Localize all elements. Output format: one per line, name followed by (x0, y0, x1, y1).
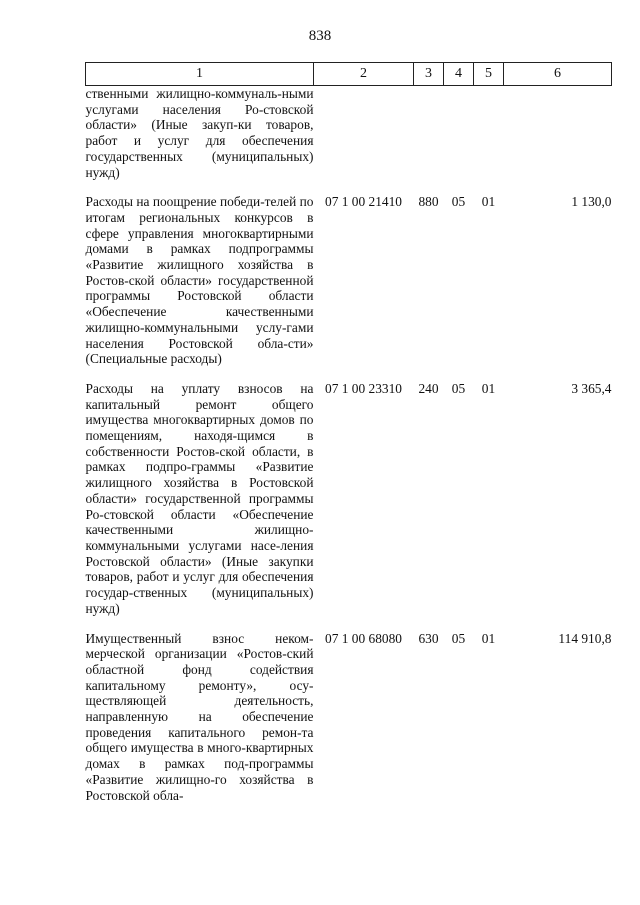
row-col4 (444, 86, 474, 195)
row-code: 07 1 00 21410 (325, 194, 402, 210)
row-amount: 1 130,0 (571, 194, 612, 210)
budget-table (85, 62, 612, 803)
row-code: 07 1 00 23310 (325, 380, 402, 396)
row-col4: 05 (451, 380, 466, 396)
row-amount: 114 910,8 (558, 630, 612, 646)
row-col5: 01 (481, 380, 496, 396)
row-description: ственными жилищно-коммуналь-ными услугами населения Ро-стовской области» (Иные закуп-ки товаров, работ и услуг для обеспечения государственных (муниципальных) нужд) (85, 86, 314, 180)
table-row (86, 381, 612, 631)
column-header-3: 3 (414, 63, 444, 86)
row-col4: 05 (451, 630, 466, 646)
row-col3 (414, 86, 444, 195)
table-header-row (86, 63, 612, 86)
row-amount: 3 365,4 (571, 380, 612, 396)
column-header-2: 2 (314, 63, 414, 86)
column-header-4: 4 (444, 63, 474, 86)
row-code: 07 1 00 68080 (325, 630, 402, 646)
row-description: Расходы на уплату взносов на капитальный ремонт общего имущества многоквартирных домов по помещениям, находя-щимся в собственности Ростов-ской области, в рамках подпро-граммы «Развитие жилищного хозяйства в Ростовской области» государственной программы Ро-стовской области «Обеспечение качественными жилищно-коммунальными услугами насе-ления Ростовской области» (Иные закупки товаров, работ и услуг для обеспечения государ-ственных (муниципальных) нужд) (85, 380, 314, 616)
page-number: 838 (308, 28, 332, 44)
row-col3: 880 (418, 194, 439, 210)
row-col4: 05 (451, 194, 466, 210)
column-header-5: 5 (474, 63, 504, 86)
column-header-1: 1 (86, 63, 314, 86)
row-col5 (474, 86, 504, 195)
row-code (314, 86, 414, 195)
row-description: Имущественный взнос неком-мерческой организации «Ростов-ский областной фонд содействия капитальному ремонту», осу-ществляющей деятельность, направленную на обеспечение проведения капитального ремон-та общего имущества в много-квартирных домах в рамках под-программы «Развитие жилищно-го хозяйства в Ростовской обла- (85, 630, 314, 803)
row-amount (504, 86, 612, 195)
row-description: Расходы на поощрение победи-телей по итогам региональных конкурсов в сфере управления многоквартирными домами в рамках подпрограммы «Развитие жилищного хозяйства в Ростов-ской области» государственной программы Ростовской области «Обеспечение качественными жилищно-коммунальными услу-гами населения Ростовской обла-сти» (Специальные расходы) (85, 194, 314, 367)
table-row (86, 631, 612, 804)
table-row (86, 194, 612, 381)
column-header-6: 6 (504, 63, 612, 86)
row-col3: 240 (418, 380, 439, 396)
row-col5: 01 (481, 630, 496, 646)
row-col5: 01 (481, 194, 496, 210)
row-col3: 630 (418, 630, 439, 646)
table-row (86, 86, 612, 195)
